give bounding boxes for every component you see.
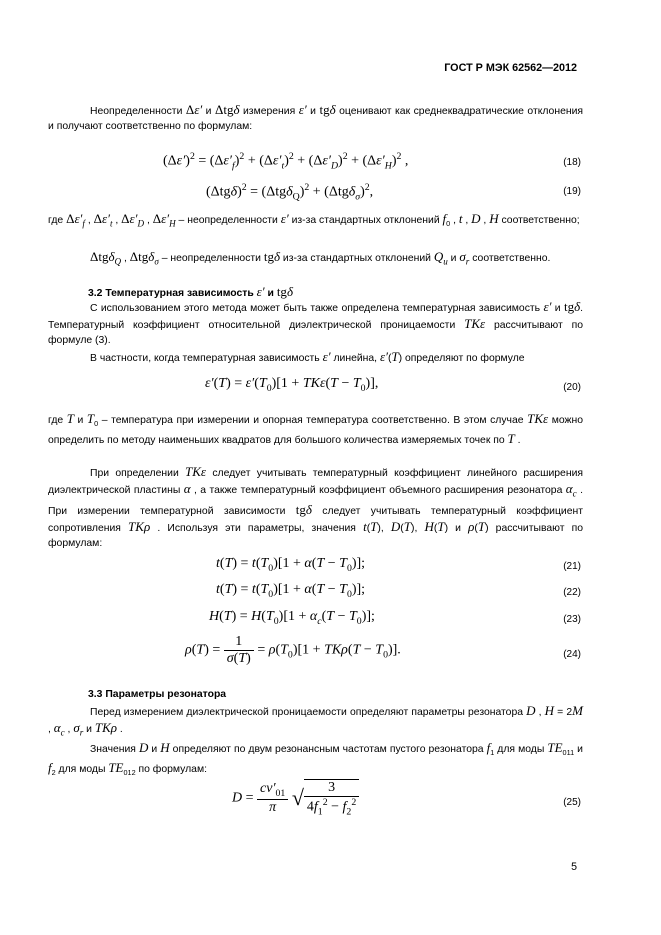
equation-25: D = $\frac{c\nu'_{01}}{\pi}$ √ $\frac{3}{4f_1^2 - f_2^2}$ — [232, 779, 359, 817]
equation-23: $H(T) = H(T_0)[1 + \alpha_c(T - T_0)]$; — [209, 609, 375, 627]
paragraph-expansion-coefficients: При определении TKε следует учитывать температурный коэффициент линейного расширения диэлектрической пластины α , а также температурный коэффициент объемного расширения резонатора $\alpha_c$ . При измерении температурной зависимости tgδ следует учитывать температурный коэффициент сопротивления TKρ . Используя эти параметры, значения t(T), D(T), H(T) и ρ(T) рассчитывают по формулам: — [48, 464, 584, 550]
equation-22-number: (22) — [563, 587, 581, 598]
paragraph-where-temperature: где T и $T_0$ – температура при измерении и опорная температура соответственно. В этом случае TKε можно определить по методу наименьших квадратов для большого количества измеряемых точек по T . — [48, 411, 583, 447]
equation-25-number: (25) — [563, 797, 581, 808]
equation-24: ρ(T) = $\frac{1}{\sigma(T)}$ = $\rho(T_0)[1 + TK\rho(T - T_0)]$. — [185, 634, 401, 666]
paragraph-where-1: где $\Delta\varepsilon'_f$ , $\Delta\varepsilon'_t$ , $\Delta\varepsilon'_D$ , $\Delta\varepsilon'_H$ – неопределенности ε′ из-за стандартных отклонений $f_0$ , t , D , H соответственно; — [48, 211, 580, 229]
equation-18-number: (18) — [563, 157, 581, 168]
equation-19-number: (19) — [563, 186, 581, 197]
equation-20: $\varepsilon'(T) = \varepsilon'(T_0)[1 + TK\varepsilon(T - T_0)]$, — [205, 376, 379, 394]
equation-22: $t(T) = t(T_0)[1 + \alpha(T - T_0)]$; — [216, 582, 366, 600]
equation-23-number: (23) — [563, 614, 581, 625]
paragraph-linear: В частности, когда температурная зависимость ε′ линейна, ε′(T) определяют по формуле — [90, 349, 525, 364]
paragraph-uncertainties: Неопределенности Δε′ и Δtgδ измерения ε′ и tgδ оценивают как среднеквадратические отклонения и получают соответственно по формулам: — [48, 102, 584, 133]
paragraph-temperature-method: С использованием этого метода может быть также определена температурная зависимость ε′ и tgδ. Температурный коэффициент относительной диэлектрической проницаемости TKε рассчитывают по формуле (3). — [48, 299, 584, 347]
equation-21: $t(T) = t(T_0)[1 + \alpha(T - T_0)]$; — [216, 556, 366, 574]
section-3-3-heading: 3.3 Параметры резонатора — [88, 689, 227, 700]
page-header: ГОСТ Р МЭК 62562—2012 — [444, 62, 577, 74]
equation-21-number: (21) — [563, 561, 581, 572]
equation-20-number: (20) — [563, 382, 581, 393]
paragraph-resonator-params: Перед измерением диэлектрической проницаемости определяют параметры резонатора D , H = 2M , $\alpha_c$ , $\sigma_r$ и TKρ . — [48, 703, 583, 738]
page-number: 5 — [571, 861, 577, 873]
paragraph-where-2: Δtgδ$_Q$ , Δtgδ$_\sigma$ – неопределенности tgδ из-за стандартных отклонений $Q_u$ и $\sigma_r$ соответственно. — [90, 249, 551, 267]
equation-24-number: (24) — [563, 649, 581, 660]
section-3-2-heading: 3.2 Температурная зависимость ε′ и tgδ — [88, 284, 293, 299]
equation-18: $(\Delta\varepsilon')^2 = (\Delta\varepsilon'_f)^2 + (\Delta\varepsilon'_t)^2 + (\Delta\varepsilon'_D)^2 + (\Delta\varepsilon'_H)^2$ , — [163, 151, 409, 172]
equation-19: $(\Delta tg\delta)^2 = (\Delta tg\delta_Q)^2 + (\Delta tg\delta_\sigma)^2$, — [206, 182, 374, 203]
paragraph-d-h-values: Значения D и H определяют по двум резонансным частотам пустого резонатора $f_1$ для моды $TE_{011}$ и $f_2$ для моды $TE_{012}$ по формулам: — [48, 740, 583, 778]
